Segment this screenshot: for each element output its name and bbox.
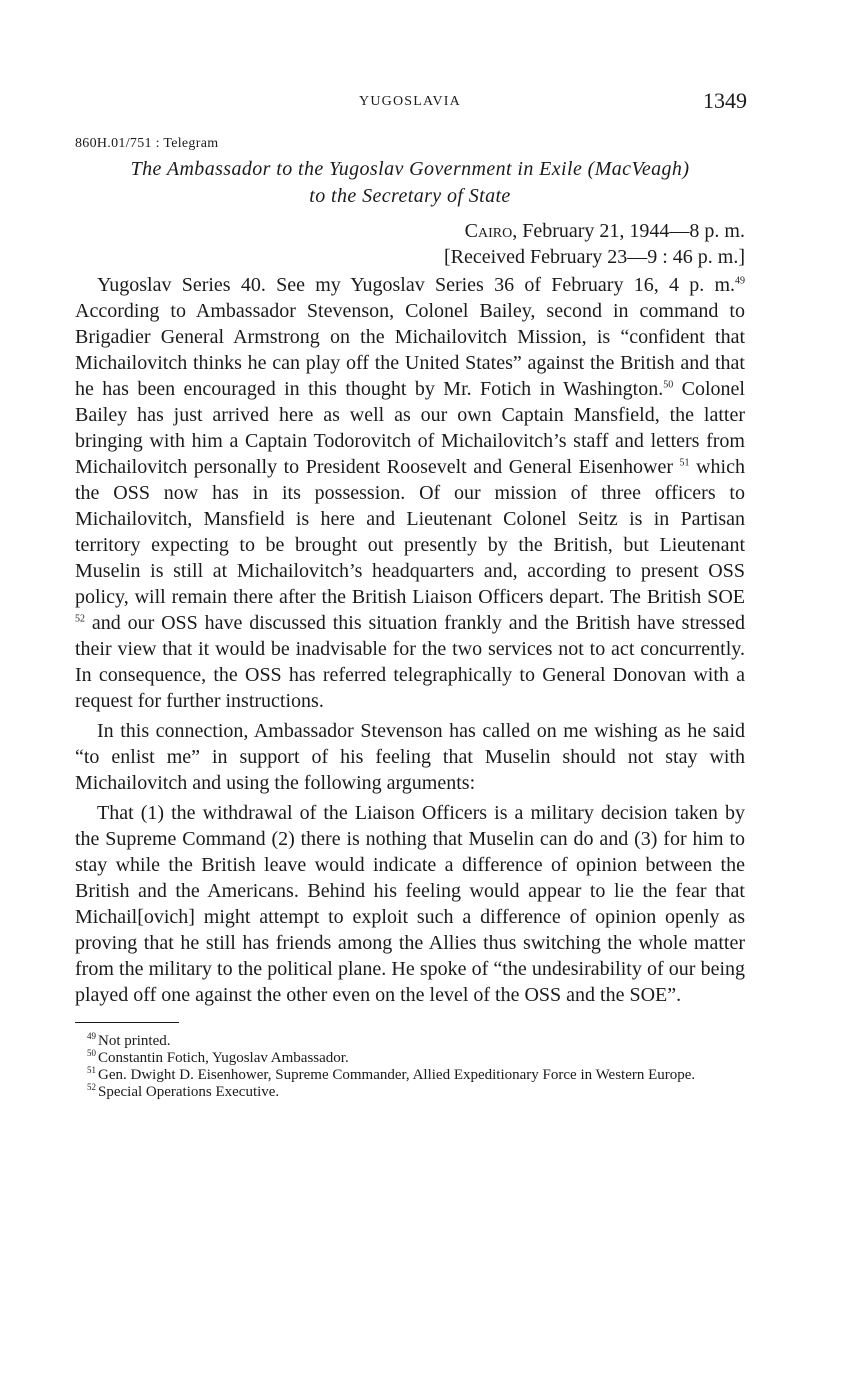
paragraph-text: Colonel Bailey has just arrived here as well as our own Captain Mansfield, the latter bringing with him a Captain Todorovitch of Michailovitch’s staff and letters from Michailovitch personally to President Roosevelt and General Eisenhower — [75, 378, 745, 478]
footnote-text: Special Operations Executive. — [98, 1084, 280, 1100]
footnote-50 — [75, 1050, 745, 1067]
running-title: YUGOSLAVIA — [359, 94, 461, 109]
document-page — [75, 88, 745, 1101]
footnote-text: Not printed. — [98, 1033, 171, 1049]
footnote-mark: 49 — [87, 1031, 96, 1041]
footnote-49 — [75, 1033, 745, 1050]
title-line-1: The Ambassador to the Yugoslav Government in Exile (MacVeagh) — [130, 158, 690, 180]
body-paragraph-2: In this connection, Ambassador Stevenson has called on me wishing as he said “to enlist me” in support of his feeling that Muselin should not stay with Michailovitch and using the following arguments: — [75, 720, 745, 794]
sent-line — [75, 218, 745, 244]
footnote-ref-52: 52 — [75, 613, 85, 625]
page-header — [75, 88, 745, 118]
received-line: [Received February 23—9 : 46 p. m.] — [443, 246, 745, 268]
footnote-ref-50: 50 — [663, 379, 674, 391]
footnote-mark: 52 — [87, 1082, 96, 1092]
title-line-2: to the Secretary of State — [309, 185, 511, 207]
footnote-mark: 50 — [87, 1048, 96, 1058]
telegram-body — [75, 272, 745, 1008]
footnote-52 — [75, 1084, 745, 1101]
body-paragraph-1 — [75, 272, 745, 714]
paragraph-text: Yugoslav Series 40. See my Yugoslav Series 36 of February 16, 4 p. m. — [97, 274, 735, 296]
file-reference: 860H.01/751 : Telegram — [75, 136, 219, 151]
document-title — [75, 156, 745, 210]
dateline-sent: , February 21, 1944—8 p. m. — [512, 220, 745, 242]
page-number: 1349 — [703, 88, 747, 113]
footnote-51 — [75, 1067, 745, 1084]
dateline-city: Cairo — [464, 220, 513, 242]
footnote-ref-51: 51 — [679, 457, 690, 469]
footnote-divider — [75, 1022, 179, 1023]
footnote-ref-49: 49 — [735, 275, 745, 287]
footnote-text: Constantin Fotich, Yugoslav Ambassador. — [98, 1050, 349, 1066]
dateline — [75, 218, 745, 270]
footnote-mark: 51 — [87, 1065, 96, 1075]
paragraph-text: and our OSS have discussed this situation frankly and the British have stressed their view that it would be inadvisable for the two services not to act concurrently. In consequence, the OSS has referred telegraphically to General Donovan with a request for further instructions. — [75, 612, 745, 712]
paragraph-text: According to Ambassador Stevenson, Colonel Bailey, second in command to Brigadier General Armstrong on the Michailovitch Mission, is “confident that Michailovitch thinks he can play off the United States” against the British and that he has been encouraged in this thought by Mr. Fotich in Washington. — [75, 300, 745, 400]
body-paragraph-3: That (1) the withdrawal of the Liaison Officers is a military decision taken by the Supreme Command (2) there is nothing that Muselin can do and (3) for him to stay while the British leave would indicate a difference of opinion between the British and the Americans. Behind his feeling would appear to lie the fear that Michail[ovich] might attempt to exploit such a difference of opinion openly as proving that he still has friends among the Allies thus switching the whole matter from the military to the political plane. He spoke of “the undesirability of our being played off one against the other even on the level of the OSS and the SOE”. — [75, 802, 745, 1006]
footnote-text: Gen. Dwight D. Eisenhower, Supreme Commander, Allied Expeditionary Force in Western Europe. — [98, 1067, 696, 1083]
footnotes — [75, 1033, 745, 1101]
paragraph-text: which the OSS now has in its possession. Of our mission of three officers to Michailovitch, Mansfield is here and Lieutenant Colonel Seitz is in Partisan territory expecting to be brought out presently by the British, but Lieutenant Muselin is still at Michailovitch’s headquarters and, according to present OSS policy, will remain there after the British Liaison Officers depart. The British SOE — [75, 456, 745, 608]
